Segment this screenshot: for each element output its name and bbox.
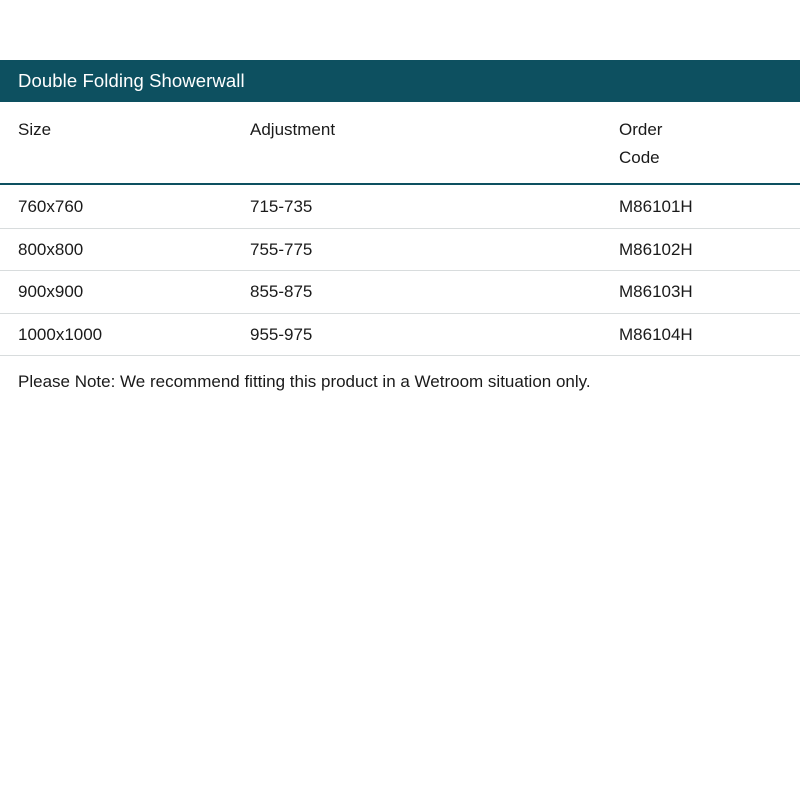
- table-row: [0, 228, 800, 271]
- table-title: Double Folding Showerwall: [18, 69, 245, 91]
- column-header-adjustment: Adjustment: [250, 120, 336, 139]
- cell-size: 800x800: [0, 228, 246, 271]
- table-title-bar: [0, 60, 800, 102]
- cell-adjustment: 755-775: [246, 228, 616, 271]
- cell-order-code: M86102H: [616, 228, 800, 271]
- table-note-text: Please Note: We recommend fitting this product in a Wetroom situation only.: [18, 372, 591, 392]
- table-note: [0, 356, 800, 403]
- table-row: [0, 271, 800, 314]
- table-note-row: [0, 356, 800, 403]
- cell-order-code: M86101H: [616, 184, 800, 228]
- cell-size: 760x760: [0, 184, 246, 228]
- table-head: [0, 102, 800, 184]
- table-body: [0, 184, 800, 403]
- column-header-order-code-line1: Order: [619, 120, 663, 139]
- column-header-size: Size: [18, 120, 52, 139]
- cell-adjustment: 855-875: [246, 271, 616, 314]
- column-header-order-code: [616, 102, 800, 184]
- specification-table: [0, 60, 800, 403]
- column-header-order-code-line2: Code: [619, 147, 660, 167]
- table-row: [0, 184, 800, 228]
- cell-adjustment: 715-735: [246, 184, 616, 228]
- spec-grid: [0, 102, 800, 403]
- cell-order-code: M86104H: [616, 313, 800, 356]
- table-header-row: [0, 102, 800, 184]
- cell-order-code: M86103H: [616, 271, 800, 314]
- table-row: [0, 313, 800, 356]
- cell-size: 1000x1000: [0, 313, 246, 356]
- cell-adjustment: 955-975: [246, 313, 616, 356]
- cell-size: 900x900: [0, 271, 246, 314]
